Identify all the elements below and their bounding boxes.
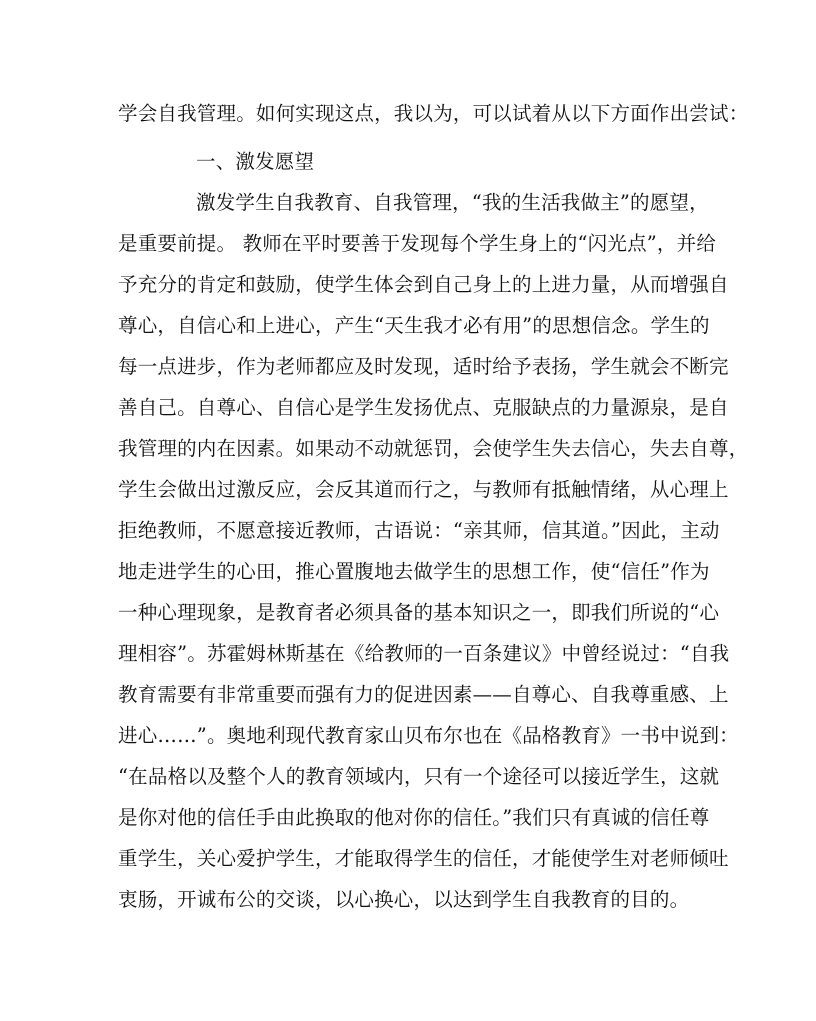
text-line: 一种心理现象，是教育者必须具备的基本知识之一，即我们所说的“心: [118, 601, 720, 624]
text-line: 每一点进步，作为老师都应及时发现，适时给予表扬，学生就会不断完: [118, 355, 729, 378]
text-line: 地走进学生的心田，推心置腹地去做学生的思想工作，使“信任”作为: [118, 560, 710, 583]
text-line: “在品格以及整个人的教育领域内，只有一个途径可以接近学生，这就: [118, 765, 720, 788]
text-line: 尊心，自信心和上进心，产生“天生我才必有用”的思想信念。学生的: [118, 314, 710, 337]
text-line: 教育需要有非常重要而强有力的促进因素——自尊心、自我尊重感、上: [118, 683, 729, 706]
text-line: 是你对他的信任手由此换取的他对你的信任。”我们只有真诚的信任尊: [118, 806, 710, 829]
text-line: 激发学生自我教育、自我管理，“我的生活我做主”的愿望，: [196, 191, 709, 214]
text-line: 衷肠，开诚布公的交谈，以心换心，以达到学生自我教育的目的。: [118, 888, 690, 911]
section-heading: 一、激发愿望: [196, 150, 315, 173]
text-line: 我管理的内在因素。如果动不动就惩罚，会使学生失去信心，失去自尊，: [118, 437, 749, 460]
text-line: 重学生，关心爱护学生，才能取得学生的信任，才能使学生对老师倾吐: [118, 847, 729, 870]
text-line: 理相容”。苏霍姆林斯基在《给教师的一百条建议》中曾经说过：“自我: [118, 642, 730, 665]
text-line: 学生会做出过激反应，会反其道而行之，与教师有抵触情绪，从心理上: [118, 478, 729, 501]
text-line: 进心……”。奥地利现代教育家山贝布尔也在《品格教育》一书中说到：: [118, 724, 739, 747]
text-line: 是重要前提。 教师在平时要善于发现每个学生身上的“闪光点”，并给: [118, 232, 717, 255]
text-line: 善自己。自尊心、自信心是学生发扬优点、克服缺点的力量源泉，是自: [118, 396, 729, 419]
text-line: 予充分的肯定和鼓励，使学生体会到自己身上的上进力量，从而增强自: [118, 273, 729, 296]
text-line: 学会自我管理。如何实现这点，我以为，可以试着从以下方面作出尝试：: [118, 102, 749, 125]
text-line: 拒绝教师，不愿意接近教师，古语说：“亲其师，信其道。”因此，主动: [118, 519, 720, 542]
